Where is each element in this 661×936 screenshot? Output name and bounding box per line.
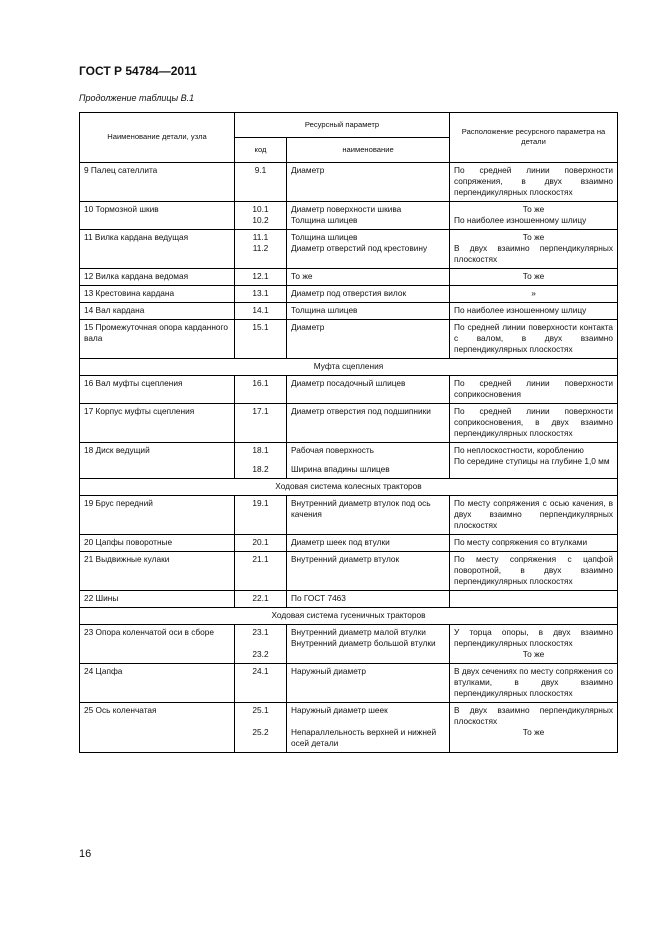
part-name: 22 Шины [80, 591, 235, 608]
part-name: 18 Диск ведущий [80, 443, 235, 479]
param-code: 21.1 [235, 552, 287, 591]
param-location-cell [450, 443, 618, 479]
header-param-name: наименование [287, 138, 450, 163]
param-location: » [450, 286, 618, 303]
table-row [80, 591, 618, 608]
param-location: У торца опоры, в двух взаимно перпендикулярных плоскостях [454, 627, 614, 648]
param-name: Толщина шлицев [291, 215, 358, 225]
param-location: То же [450, 269, 618, 286]
param-code: 10.2 [252, 215, 269, 225]
param-name: Толщина шлицев [287, 303, 450, 320]
param-code-cell [235, 202, 287, 230]
part-name: 11 Вилка кардана ведущая [80, 230, 235, 269]
param-code: 12.1 [235, 269, 287, 286]
section-heading-wheeled: Ходовая система колесных тракторов [80, 479, 618, 496]
param-code: 13.1 [235, 286, 287, 303]
param-code: 11.2 [252, 243, 269, 253]
param-name: Толщина шлицев [291, 232, 358, 242]
param-location: В двух сечениях по месту сопряжения со втулками, в двух взаимно перпендикулярных плоскостях [450, 664, 618, 703]
header-location: Расположение ресурсного параметра на детали [450, 113, 618, 163]
table-row [80, 404, 618, 443]
param-name: Диаметр [287, 320, 450, 359]
header-part-name: Наименование детали, узла [80, 113, 235, 163]
part-name: 17 Корпус муфты сцепления [80, 404, 235, 443]
table-row [80, 496, 618, 535]
param-location: По наиболее изношенному шлицу [450, 303, 618, 320]
table-row [80, 163, 618, 202]
part-name: 25 Ось коленчатая [80, 703, 235, 753]
table-row [80, 664, 618, 703]
param-code: 14.1 [235, 303, 287, 320]
section-heading-tracked: Ходовая система гусеничных тракторов [80, 608, 618, 625]
table-caption: Продолжение таблицы В.1 [79, 93, 195, 103]
part-name: 13 Крестовина кардана [80, 286, 235, 303]
table-row [80, 376, 618, 404]
param-name: Рабочая поверхность [291, 445, 374, 455]
param-location: То же [522, 649, 545, 659]
table-row [80, 320, 618, 359]
param-name: Непараллельность верхней и нижней осей детали [291, 727, 437, 748]
param-location: По месту сопряжения со втулками [450, 535, 618, 552]
param-name: Внутренний диаметр большой втулки [291, 638, 436, 648]
part-name: 14 Вал кардана [80, 303, 235, 320]
table-row [80, 286, 618, 303]
param-code: 17.1 [235, 404, 287, 443]
param-name-cell [287, 230, 450, 269]
part-name: 20 Цапфы поворотные [80, 535, 235, 552]
param-location: По середине ступицы на глубине 1,0 мм [454, 456, 610, 466]
param-name: По ГОСТ 7463 [287, 591, 450, 608]
param-name: Диаметр [287, 163, 450, 202]
param-name: Диаметр под отверстия вилок [287, 286, 450, 303]
param-code: 18.2 [252, 464, 269, 474]
param-code: 25.2 [252, 727, 269, 737]
param-name: Диаметр отверстия под подшипники [287, 404, 450, 443]
param-name: Внутренний диаметр втулок под ось качения [287, 496, 450, 535]
resource-parameters-table [79, 112, 618, 753]
table-row [80, 202, 618, 230]
part-name: 19 Брус передний [80, 496, 235, 535]
table-row [80, 535, 618, 552]
part-name: 12 Вилка кардана ведомая [80, 269, 235, 286]
table-row [80, 230, 618, 269]
param-name: Внутренний диаметр втулок [287, 552, 450, 591]
param-name: Диаметр посадочный шлицев [287, 376, 450, 404]
param-name: Внутренний диаметр малой втулки [291, 627, 426, 637]
param-location: То же [522, 232, 545, 242]
section-row [80, 359, 618, 376]
param-location [450, 591, 618, 608]
param-location: То же [522, 204, 545, 214]
param-name-cell [287, 703, 450, 753]
param-name-cell [287, 625, 450, 664]
param-name: Наружный диаметр шеек [291, 705, 388, 715]
param-code: 22.1 [235, 591, 287, 608]
param-code: 25.1 [252, 705, 269, 715]
param-location-cell [450, 202, 618, 230]
param-name-cell [287, 443, 450, 479]
section-row [80, 479, 618, 496]
param-code: 9.1 [235, 163, 287, 202]
part-name: 24 Цапфа [80, 664, 235, 703]
param-location: В двух взаимно перпендикулярных плоскостях [454, 705, 614, 726]
param-name-cell [287, 202, 450, 230]
param-location: По средней линии поверхности сопряжения, в двух взаимно перпендикулярных плоскостях [450, 163, 618, 202]
param-location: По средней линии поверхности соприкосновения, в двух взаимно перпендикулярных плоскостях [450, 404, 618, 443]
section-row [80, 608, 618, 625]
param-location-cell [450, 625, 618, 664]
header-code: код [235, 138, 287, 163]
part-name: 10 Тормозной шкив [80, 202, 235, 230]
param-code: 24.1 [235, 664, 287, 703]
part-name: 9 Палец сателлита [80, 163, 235, 202]
param-code: 23.1 [252, 627, 269, 637]
param-name: Диаметр отверстий под крестовину [291, 243, 428, 253]
part-name: 16 Вал муфты сцепления [80, 376, 235, 404]
param-code: 15.1 [235, 320, 287, 359]
param-name: То же [287, 269, 450, 286]
param-code-cell [235, 230, 287, 269]
header-resource-parameter: Ресурсный параметр [235, 113, 450, 138]
param-code: 11.1 [252, 232, 269, 242]
param-name: Ширина впадины шлицев [291, 464, 390, 474]
document-title: ГОСТ Р 54784—2011 [79, 64, 197, 78]
table-row [80, 552, 618, 591]
table-row [80, 269, 618, 286]
param-location: В двух взаимно перпендикулярных плоскостях [454, 243, 614, 264]
section-heading-clutch: Муфта сцепления [80, 359, 618, 376]
param-location: То же [522, 727, 545, 737]
table-row [80, 303, 618, 320]
param-location-cell [450, 230, 618, 269]
param-name: Наружный диаметр [287, 664, 450, 703]
page-number: 16 [79, 848, 92, 860]
param-code-cell [235, 703, 287, 753]
param-code: 19.1 [235, 496, 287, 535]
part-name: 15 Промежуточная опора карданного вала [80, 320, 235, 359]
param-location: По наиболее изношенному шлицу [454, 215, 587, 225]
param-name: Диаметр шеек под втулки [287, 535, 450, 552]
table-row [80, 703, 618, 753]
table-row [80, 625, 618, 664]
param-code: 18.1 [252, 445, 269, 455]
param-location: По средней линии поверхности контакта с валом, в двух взаимно перпендикулярных плоскостях [450, 320, 618, 359]
param-location: По средней линии поверхности соприкосновения [450, 376, 618, 404]
param-name: Диаметр поверхности шкива [291, 204, 402, 214]
param-location-cell [450, 703, 618, 753]
param-location: По месту сопряжения с осью качения, в двух взаимно перпендикулярных плоскостях [450, 496, 618, 535]
param-location: По месту сопряжения с цапфой поворотной, в двух взаимно перпендикулярных плоскостях [450, 552, 618, 591]
param-code-cell [235, 443, 287, 479]
param-code-cell [235, 625, 287, 664]
param-code: 10.1 [252, 204, 269, 214]
param-location: По неплоскостности, короблению [454, 445, 584, 455]
param-code: 20.1 [235, 535, 287, 552]
part-name: 23 Опора коленчатой оси в сборе [80, 625, 235, 664]
param-code: 23.2 [252, 649, 269, 659]
param-code: 16.1 [235, 376, 287, 404]
table-row [80, 443, 618, 479]
part-name: 21 Выдвижные кулаки [80, 552, 235, 591]
